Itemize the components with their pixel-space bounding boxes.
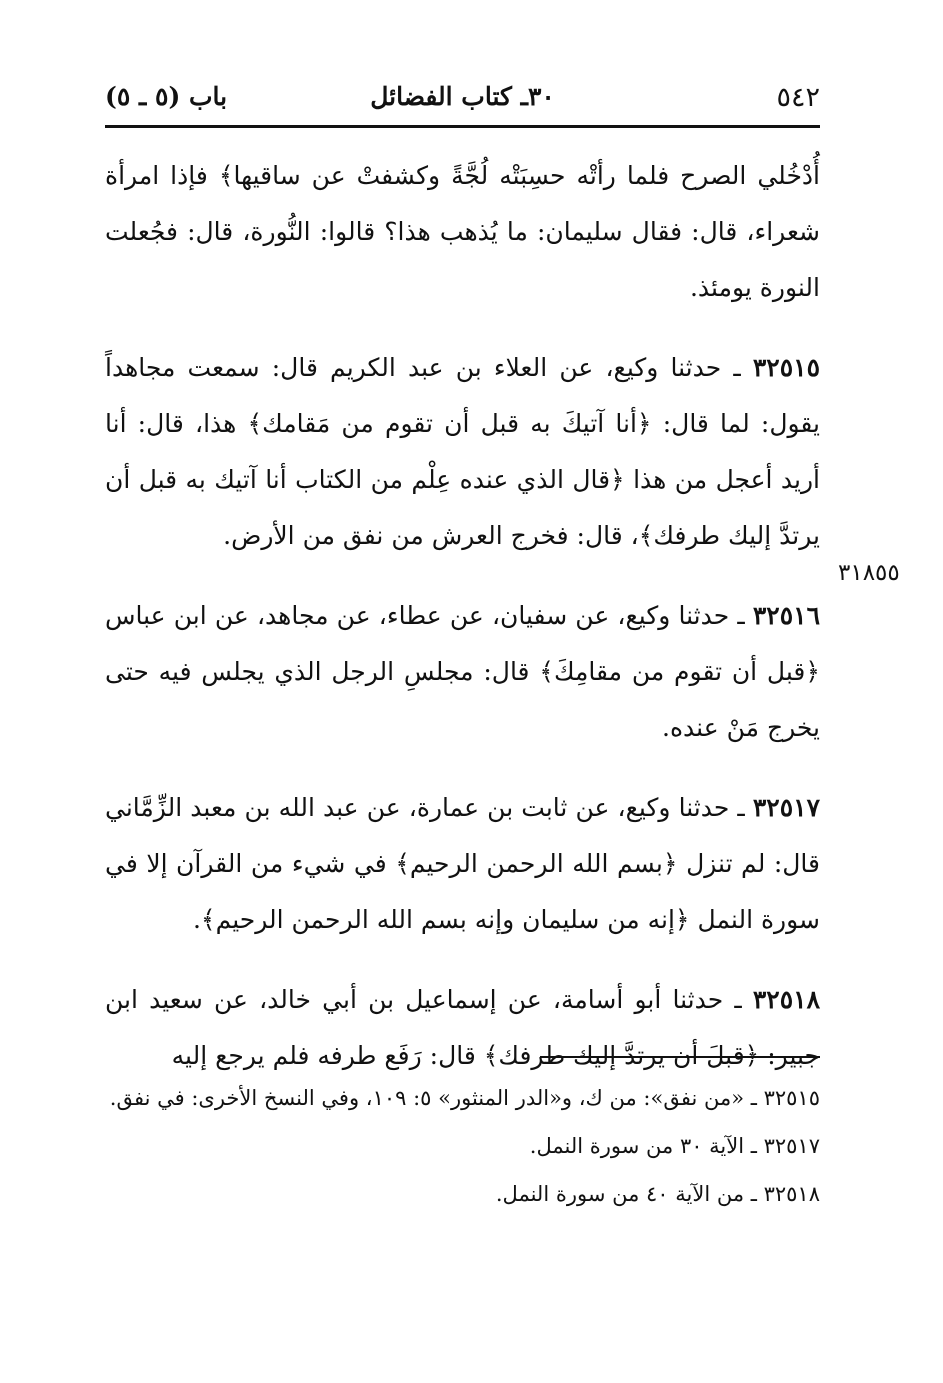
footnote: ٣٢٥١٧ ـ الآية ٣٠ من سورة النمل. xyxy=(529,1134,820,1158)
paragraph-text: ـ حدثنا وكيع، عن العلاء بن عبد الكريم قال: سمعت مجاهداً يقول: لما قال: ﴿أنا آتيكَ به قبل أن تقوم من مَقامك﴾ هذا، قال: أنا أريد أعجل من هذا ﴿قال الذي عنده عِلْم من الكتاب أنا آتيك به قبل أن يرتدَّ إليك طرفك﴾، قال: فخرج العرش من نفق من الأرض. xyxy=(105,353,820,550)
footnotes xyxy=(105,1076,820,1220)
footnote-rule xyxy=(540,1056,820,1058)
hadith-paragraph xyxy=(105,588,820,756)
chapter-label: باب (٥ ـ ٥) xyxy=(105,82,228,111)
header-rule xyxy=(105,125,820,128)
footnote: ٣٢٥١٥ ـ «من نفق»: من ك، و«الدر المنثور» ٥: ١٠٩، وفي النسخ الأخرى: في نفق. xyxy=(109,1086,820,1110)
page-number: ٥٤٢ xyxy=(776,82,820,113)
hadith-number: ٣٢٥١٥ xyxy=(752,353,820,382)
paragraph xyxy=(105,148,820,316)
margin-reference-number: ٣١٨٥٥ xyxy=(838,560,900,586)
book-title: ٣٠ـ كتاب الفضائل xyxy=(370,82,555,111)
hadith-paragraph xyxy=(105,972,820,1084)
hadith-number: ٣٢٥١٨ xyxy=(752,985,820,1014)
paragraph-text: ـ حدثنا وكيع، عن ثابت بن عمارة، عن عبد الله بن معبد الزِّمَّاني قال: لم تنزل ﴿بسم الله الرحمن الرحيم﴾ في شيء من القرآن إلا في سورة النمل ﴿إنه من سليمان وإنه بسم الله الرحمن الرحيم﴾. xyxy=(105,793,820,934)
paragraph-text: ـ حدثنا وكيع، عن سفيان، عن عطاء، عن مجاهد، عن ابن عباس ﴿قبل أن تقوم من مقامِكَ﴾ قال: مجلسِ الرجل الذي يجلس فيه حتى يخرج مَنْ عنده. xyxy=(105,601,820,742)
page-header xyxy=(105,78,820,124)
hadith-paragraph xyxy=(105,780,820,948)
hadith-number: ٣٢٥١٦ xyxy=(752,601,820,630)
hadith-number: ٣٢٥١٧ xyxy=(752,793,820,822)
main-text xyxy=(105,148,820,1108)
paragraph-text: أُدْخُلي الصرح فلما رأتْه حسِبَتْه لُجَّةً وكشفتْ عن ساقيها﴾ فإذا امرأة شعراء، قال: فقال سليمان: ما يُذهب هذا؟ قالوا: النُّورة، قال: فجُعلت النورة يومئذ. xyxy=(105,161,820,302)
paragraph-text: ـ حدثنا أبو أسامة، عن إسماعيل بن أبي خالد، عن سعيد ابن جبير: ﴿قبلَ أن يرتدَّ إليك طرفك﴾ قال: رَفَع طرفه فلم يرجع إليه xyxy=(105,985,820,1070)
footnote: ٣٢٥١٨ ـ من الآية ٤٠ من سورة النمل. xyxy=(495,1182,820,1206)
hadith-paragraph xyxy=(105,340,820,564)
